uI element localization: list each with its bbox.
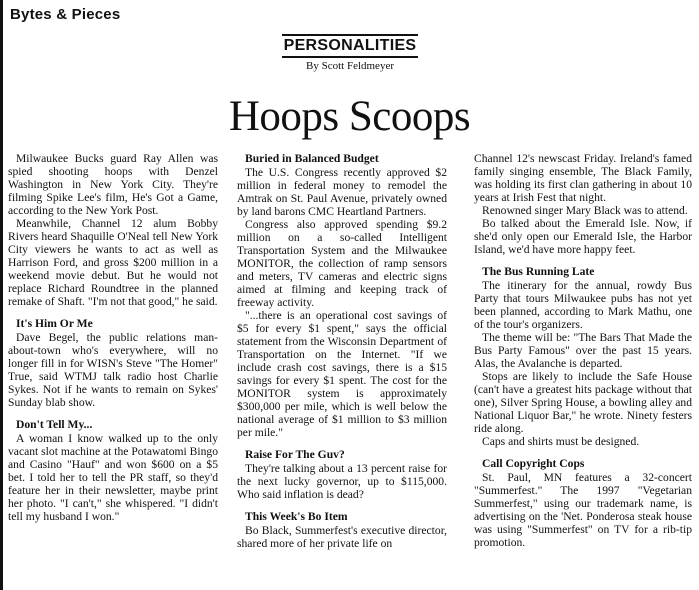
paragraph: Caps and shirts must be designed. <box>482 435 640 448</box>
subheading: Raise For The Guv? <box>245 448 345 461</box>
subheading: Buried in Balanced Budget <box>245 152 379 165</box>
paragraph: "...there is an operational cost savings of $5 for every $1 spent," says the official statement from the Wisconsin Department of Transportation on the Internet. "If we include crash cost savings, there is a $15 savings for every $1 spent. The cost for the MONITOR system is approximately $300,000 per mile, which is well below the national average of $1 million to $3 million per mile." <box>237 309 447 439</box>
article-column-2 <box>237 152 447 550</box>
paragraph: Dave Begel, the public relations man-about-town who's everywhere, will no longer fill in for WISN's Steve "The Homer" True, said WTMJ talk radio host Charlie Sykes. Not if he wants to remain on Sykes' Sunday blab show. <box>8 331 218 409</box>
paragraph: Renowned singer Mary Black was to attend. <box>482 204 688 217</box>
paragraph: St. Paul, MN features a 32-concert "Summerfest." The 1997 "Vegetarian Summerfest," using our trademark name, is advertising on the 'Net. Ponderosa steak house was using "Summerfest" on TV for a rib-tip promotion. <box>474 471 692 549</box>
subheading: The Bus Running Late <box>482 265 595 278</box>
headline: Hoops Scoops <box>228 93 471 140</box>
article-column-3 <box>474 152 692 549</box>
paragraph: Milwaukee Bucks guard Ray Allen was spied shooting hoops with Denzel Washington in New York City. They're filming Spike Lee's film, He's Got a Game, according to the New York Post. <box>8 152 218 217</box>
paragraph: The U.S. Congress recently approved $2 million in federal money to remodel the Amtrak on St. Paul Avenue, privately owned by land barons CMC Heartland Partners. <box>237 166 447 218</box>
subheading: This Week's Bo Item <box>245 510 348 523</box>
article-column-1 <box>8 152 218 523</box>
paragraph: Bo Black, Summerfest's executive director, shared more of her private life on <box>237 524 447 550</box>
paragraph: Meanwhile, Channel 12 alum Bobby Rivers heard Shaquille O'Neal tell New York City viewers he wants to act as well as Harrison Ford, and gross $200 million in a weekend movie debut. But he would not replace Richard Roundtree in the planned remake of Shaft. "I'm not that good," he said. <box>8 217 218 308</box>
paragraph: They're talking about a 13 percent raise for the next lucky governor, up to $115,000. Who said inflation is dead? <box>237 462 447 501</box>
byline: By Scott Feldmeyer <box>306 60 394 72</box>
section-label: Bytes & Pieces <box>10 6 121 23</box>
paragraph: The itinerary for the annual, rowdy Bus Party that tours Milwaukee pubs has not yet been planned, according to Mark Mathu, one of the tour's organizers. <box>474 279 692 331</box>
subheading: Call Copyright Cops <box>482 457 585 470</box>
paragraph: Bo talked about the Emerald Isle. Now, if she'd only open our Emerald Isle, the Harbor Island, we'd have more happy feet. <box>474 217 692 256</box>
paragraph: Congress also approved spending $9.2 million on a so-called Intelligent Transportation System and the Milwaukee MONITOR, the collection of ramp sensors and meters, TV cameras and electric signs aimed at filming and keeping track of freeway activity. <box>237 218 447 309</box>
subheading: It's Him Or Me <box>16 317 93 330</box>
paragraph: The theme will be: "The Bars That Made the Bus Party Famous" over the past 15 years. Alas, the Avalanche is departed. <box>474 331 692 370</box>
subheading: Don't Tell My... <box>16 418 93 431</box>
column-kicker: PERSONALITIES <box>282 34 419 58</box>
paragraph: Channel 12's newscast Friday. Ireland's famed family singing ensemble, The Black Family, was holding its first clan gathering in about 10 years at Irish Fest that night. <box>474 152 692 204</box>
paragraph: Stops are likely to include the Safe House (can't have a greatest hits package without that one), Silver Spring House, a bowling alley and National Liquor Bar," he wrote. Ninety festers ride along. <box>474 370 692 435</box>
paragraph: A woman I know walked up to the only vacant slot machine at the Potawatomi Bingo and Casino "Hauf" and won $600 on a $5 bet. I told her to tell the PR staff, so they'd feature her in their newsletter, maybe print her photo. "I can't," she whispered. "I didn't tell my husband I won." <box>8 432 218 523</box>
left-border-rule <box>0 0 3 590</box>
column-header <box>270 34 430 72</box>
